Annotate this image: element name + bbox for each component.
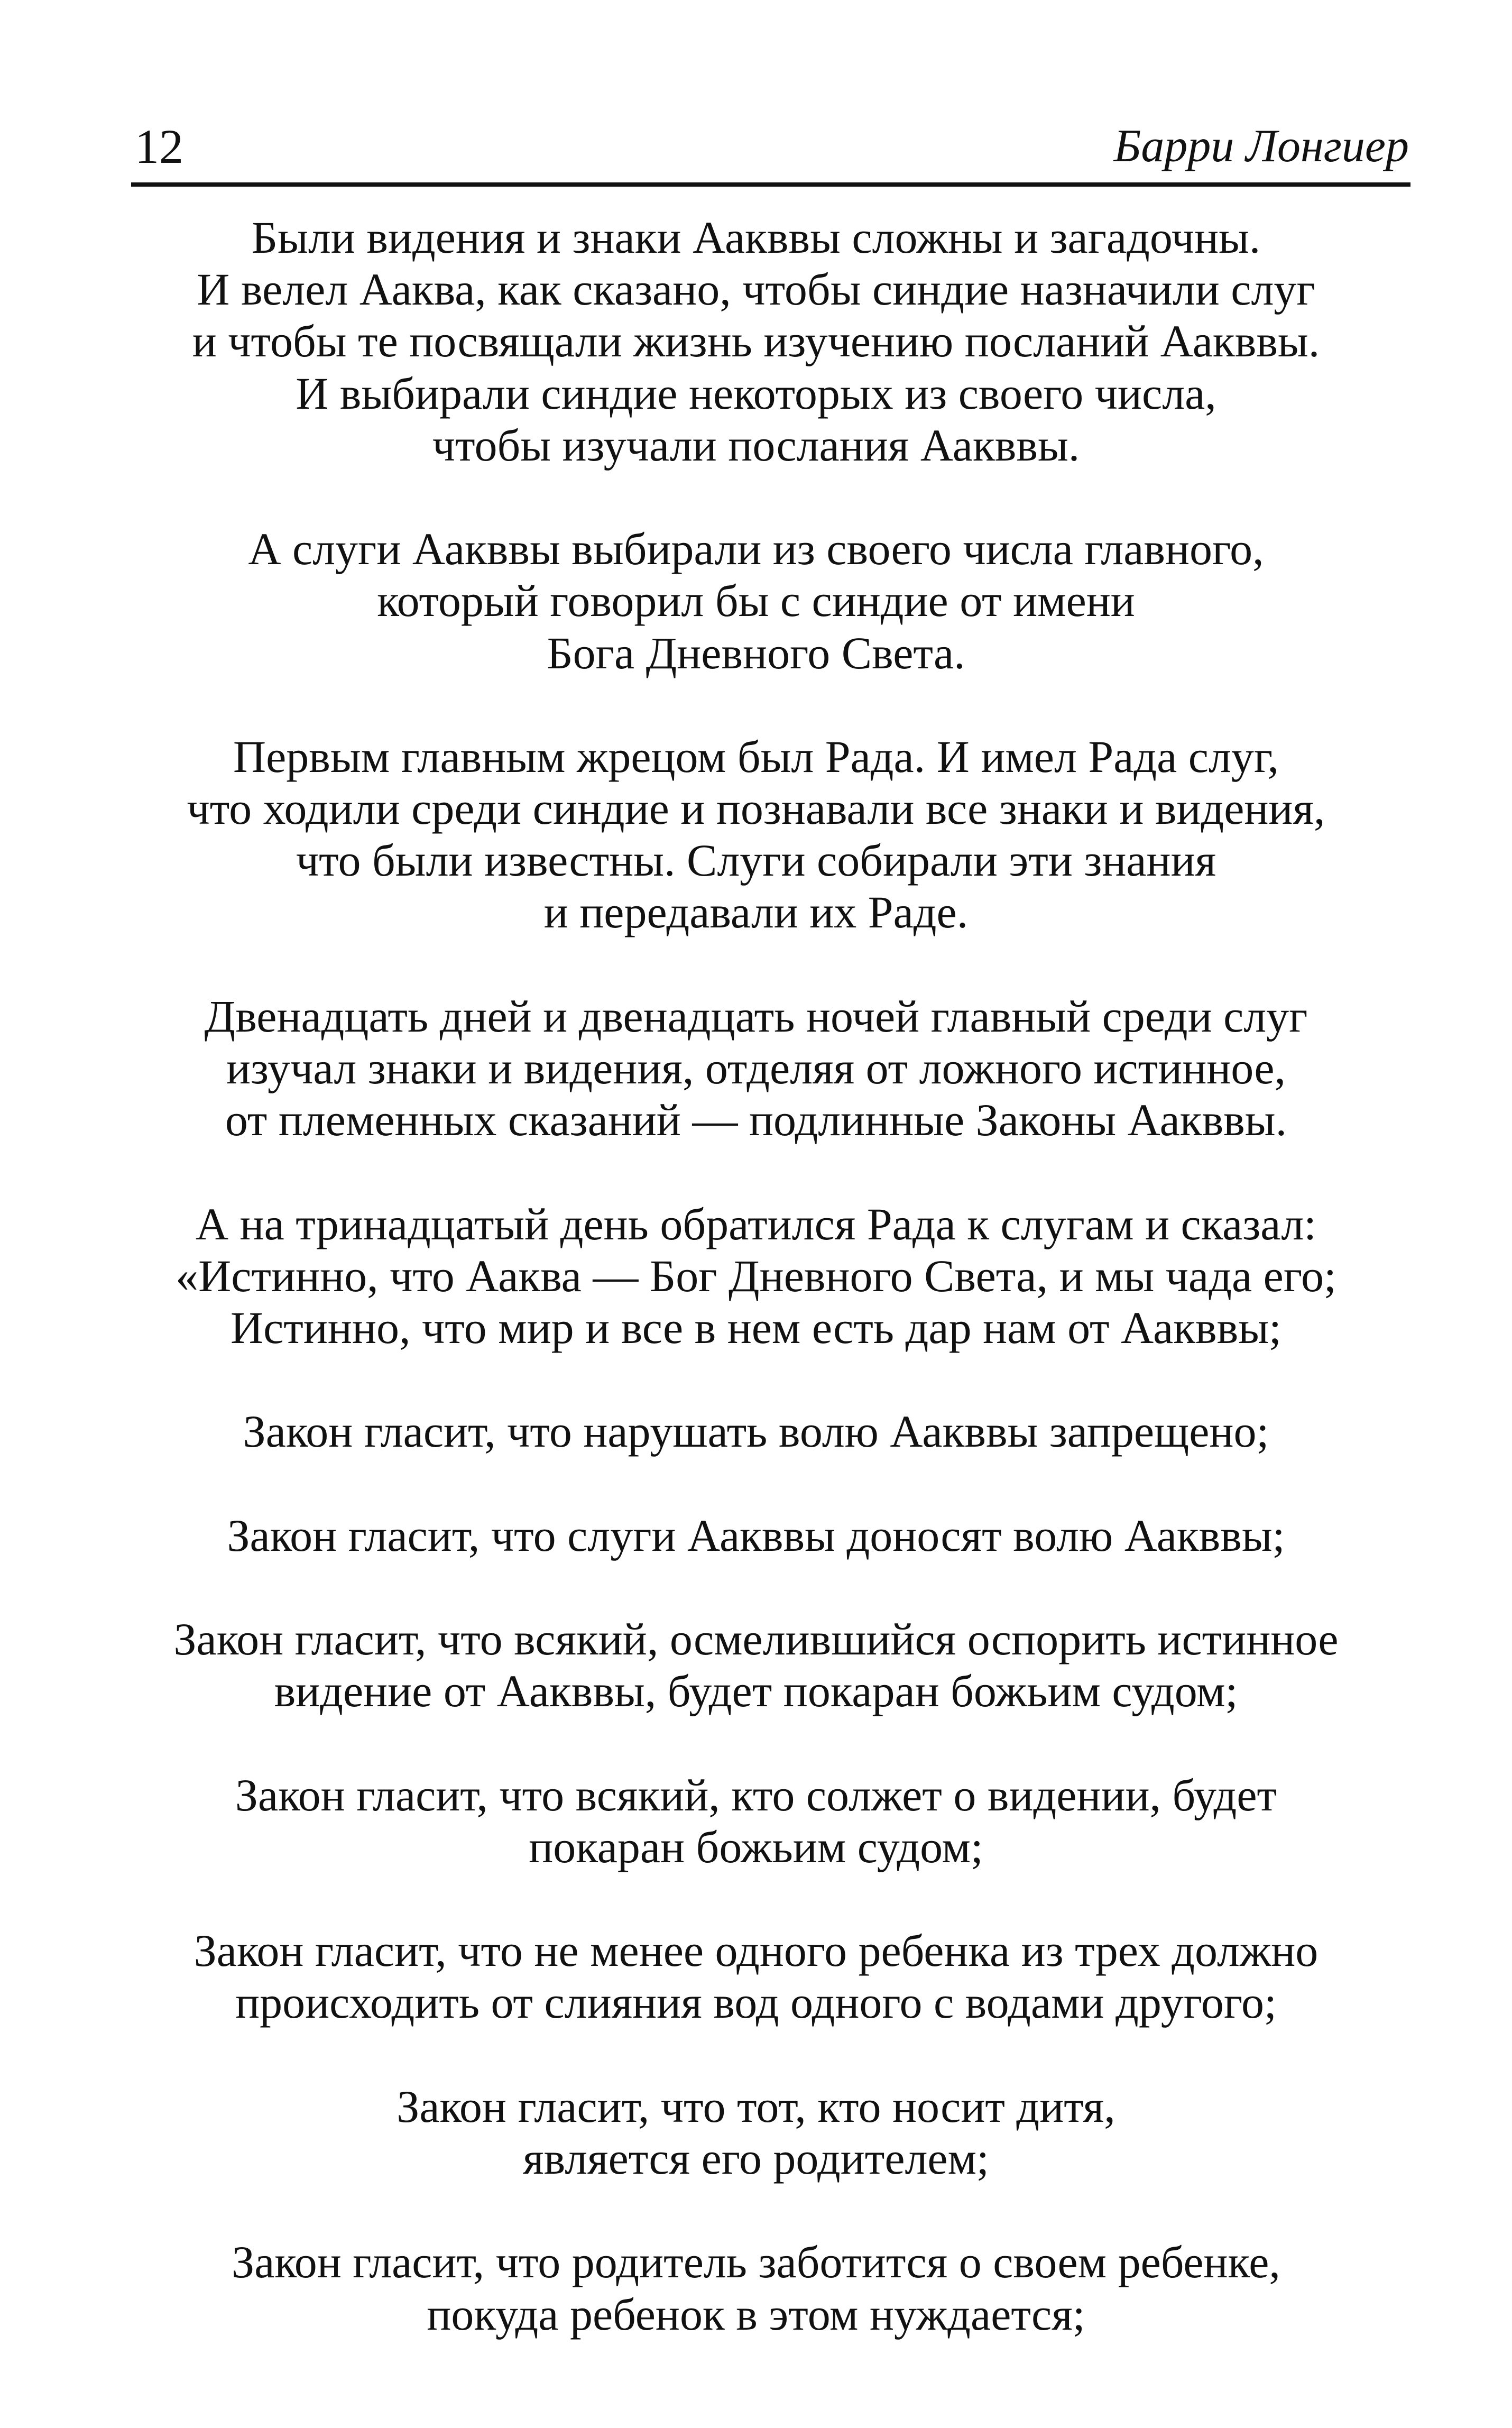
poem-body	[106, 211, 1406, 2340]
stanza	[106, 1769, 1406, 1873]
poem-line: Закон гласит, что всякий, осмелившийся оспорить истинное	[173, 1614, 1339, 1665]
poem-line: Закон гласит, что нарушать волю Аакввы запрещено;	[243, 1406, 1269, 1457]
stanza	[106, 2236, 1406, 2340]
running-head-author: Барри Лонгиер	[1113, 121, 1409, 172]
poem-line: Бога Дневного Света.	[547, 627, 965, 678]
poem-line: и чтобы те посвящали жизнь изучению посланий Аакввы.	[192, 316, 1320, 367]
poem-line: покаран божьим судом;	[529, 1821, 983, 1872]
poem-line: от племенных сказаний — подлинные Законы Аакввы.	[225, 1095, 1287, 1146]
page-number: 12	[135, 119, 183, 173]
stanza	[106, 1405, 1406, 1457]
poem-line: Были видения и знаки Аакввы сложны и загадочны.	[251, 212, 1261, 263]
poem-line: который говорил бы с синдие от имени	[377, 575, 1135, 627]
poem-line: покуда ребенок в этом нуждается;	[427, 2288, 1085, 2340]
stanza	[106, 211, 1406, 471]
poem-line: чтобы изучали послания Аакввы.	[432, 419, 1080, 471]
poem-line: Истинно, что мир и все в нем есть дар нам от Аакввы;	[231, 1302, 1281, 1353]
poem-line: И велел Ааква, как сказано, чтобы синдие назначили слуг	[197, 264, 1315, 315]
poem-line: «Истинно, что Ааква — Бог Дневного Света, и мы чада его;	[176, 1250, 1336, 1301]
running-head	[135, 117, 1409, 176]
stanza	[106, 1198, 1406, 1354]
poem-line: видение от Аакввы, будет покаран божьим судом;	[274, 1666, 1238, 1717]
header-rule	[131, 182, 1410, 187]
poem-line: Закон гласит, что тот, кто носит дитя,	[397, 2081, 1115, 2132]
poem-line: что ходили среди синдие и познавали все знаки и видения,	[187, 783, 1325, 834]
poem-line: изучал знаки и видения, отделяя от ложного истинное,	[226, 1043, 1286, 1093]
poem-line: происходить от слияния вод одного с водами другого;	[235, 1977, 1277, 2028]
stanza	[106, 990, 1406, 1146]
stanza	[106, 1925, 1406, 2028]
stanza	[106, 2081, 1406, 2184]
poem-line: А на тринадцатый день обратился Рада к слугам и сказал:	[195, 1198, 1317, 1249]
stanza	[106, 1613, 1406, 1717]
stanza	[106, 523, 1406, 679]
stanza	[106, 1510, 1406, 1561]
poem-line: Закон гласит, что слуги Аакввы доносят волю Аакввы;	[227, 1510, 1285, 1561]
poem-line: является его родителем;	[523, 2132, 989, 2184]
poem-line: Закон гласит, что всякий, кто солжет о видении, будет	[235, 1769, 1277, 1820]
poem-line: Закон гласит, что не менее одного ребенка из трех должно	[193, 1925, 1319, 1976]
poem-line: И выбирали синдие некоторых из своего числа,	[296, 367, 1216, 419]
stanza	[106, 731, 1406, 939]
poem-line: Двенадцать дней и двенадцать ночей главный среди слуг	[204, 990, 1308, 1042]
poem-line: Первым главным жрецом был Рада. И имел Рада слуг,	[233, 731, 1279, 782]
poem-line: что были известны. Слуги собирали эти знания	[296, 835, 1216, 886]
poem-line: А слуги Аакввы выбирали из своего числа главного,	[248, 523, 1264, 575]
poem-line: и передавали их Раде.	[543, 887, 969, 938]
poem-line: Закон гласит, что родитель заботится о своем ребенке,	[232, 2237, 1280, 2288]
